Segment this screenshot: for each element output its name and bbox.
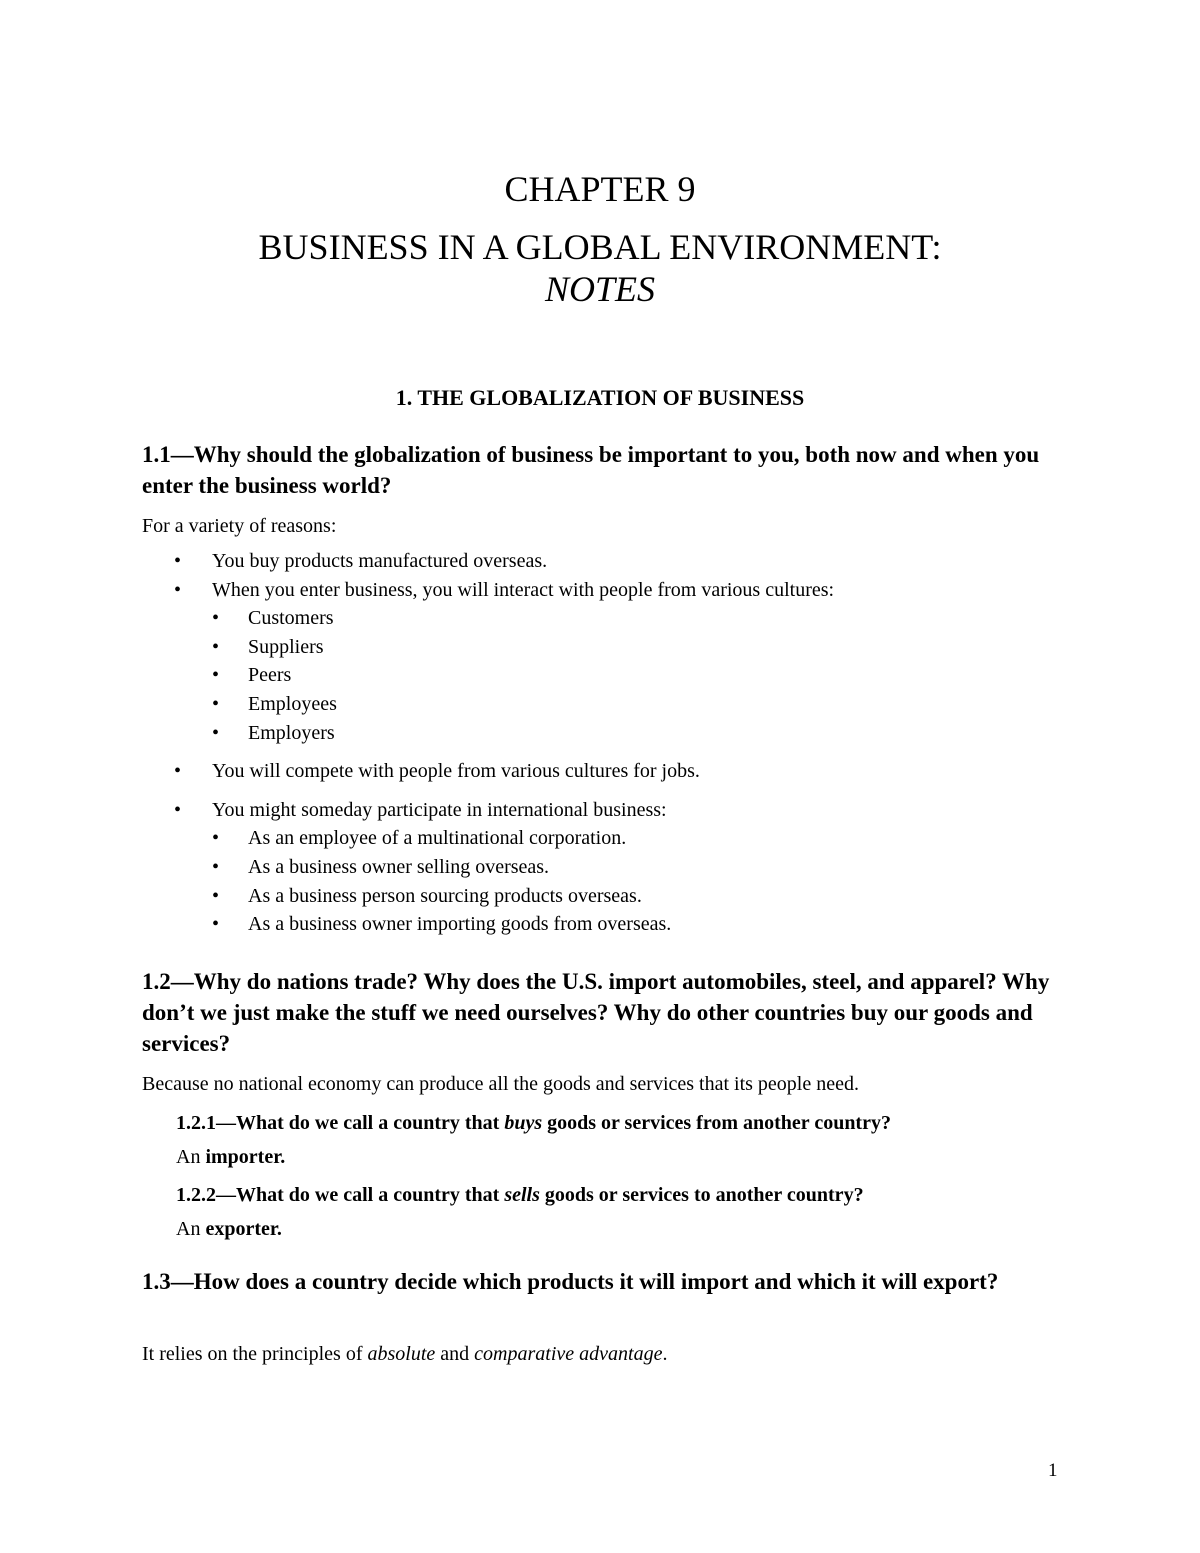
list-item: • As a business owner importing goods from overseas. (142, 910, 1082, 939)
chapter-subtitle: NOTES (544, 269, 656, 309)
list-item: • You buy products manufactured overseas. (142, 547, 1082, 576)
list-item: • You might someday participate in international business: • As an employee of a multinational corporation. • As a business owner selling overseas. • As a business person sourcing products overseas. • As a business owner importing goods from overseas. (142, 796, 1082, 939)
list-item: • As an employee of a multinational corporation. (142, 824, 1082, 853)
list-item: • When you enter business, you will interact with people from various cultures: • Customers • Suppliers • Peers • Employees • Employers (142, 576, 1082, 748)
answer-1-2-2: An exporter. (176, 1218, 282, 1240)
question-1-2: 1.2—Why do nations trade? Why does the U.S. import automobiles, steel, and apparel? Why don’t we just make the stuff we need ourselves? Why do other countries buy our goods and services? (142, 969, 1050, 1056)
chapter-number: CHAPTER 9 (504, 169, 696, 209)
answer-1-2: Because no national economy can produce all the goods and services that its people need. (142, 1073, 859, 1095)
answer-1-3: It relies on the principles of absolute and comparative advantage. (142, 1343, 668, 1365)
list-item: • Employers (142, 719, 1082, 748)
list-item: • As a business owner selling overseas. (142, 853, 1082, 882)
question-1-2-1: 1.2.1—What do we call a country that buys goods or services from another country? (176, 1112, 891, 1134)
question-1-1: 1.1—Why should the globalization of business be important to you, both now and when you enter the business world? (142, 442, 1040, 498)
section-heading: 1. THE GLOBALIZATION OF BUSINESS (395, 385, 805, 410)
page-number: 1 (1048, 1460, 1058, 1481)
answer-1-2-1: An importer. (176, 1146, 286, 1168)
roles-list (212, 824, 1082, 938)
list-item: • Suppliers (142, 633, 1082, 662)
question-1-3: 1.3—How does a country decide which products it will import and which it will export? (142, 1269, 999, 1294)
chapter-title: BUSINESS IN A GLOBAL ENVIRONMENT: (258, 227, 942, 267)
list-item: • You will compete with people from various cultures for jobs. (142, 757, 1082, 786)
reasons-list (142, 547, 1082, 939)
list-item: • Customers (142, 604, 1082, 633)
list-item: • Employees (142, 690, 1082, 719)
question-1-2-2: 1.2.2—What do we call a country that sells goods or services to another country? (176, 1184, 864, 1206)
list-item: • Peers (142, 661, 1082, 690)
answer-1-1-intro: For a variety of reasons: (142, 515, 337, 537)
cultures-list (212, 604, 1082, 747)
list-item: • As a business person sourcing products overseas. (142, 882, 1082, 911)
